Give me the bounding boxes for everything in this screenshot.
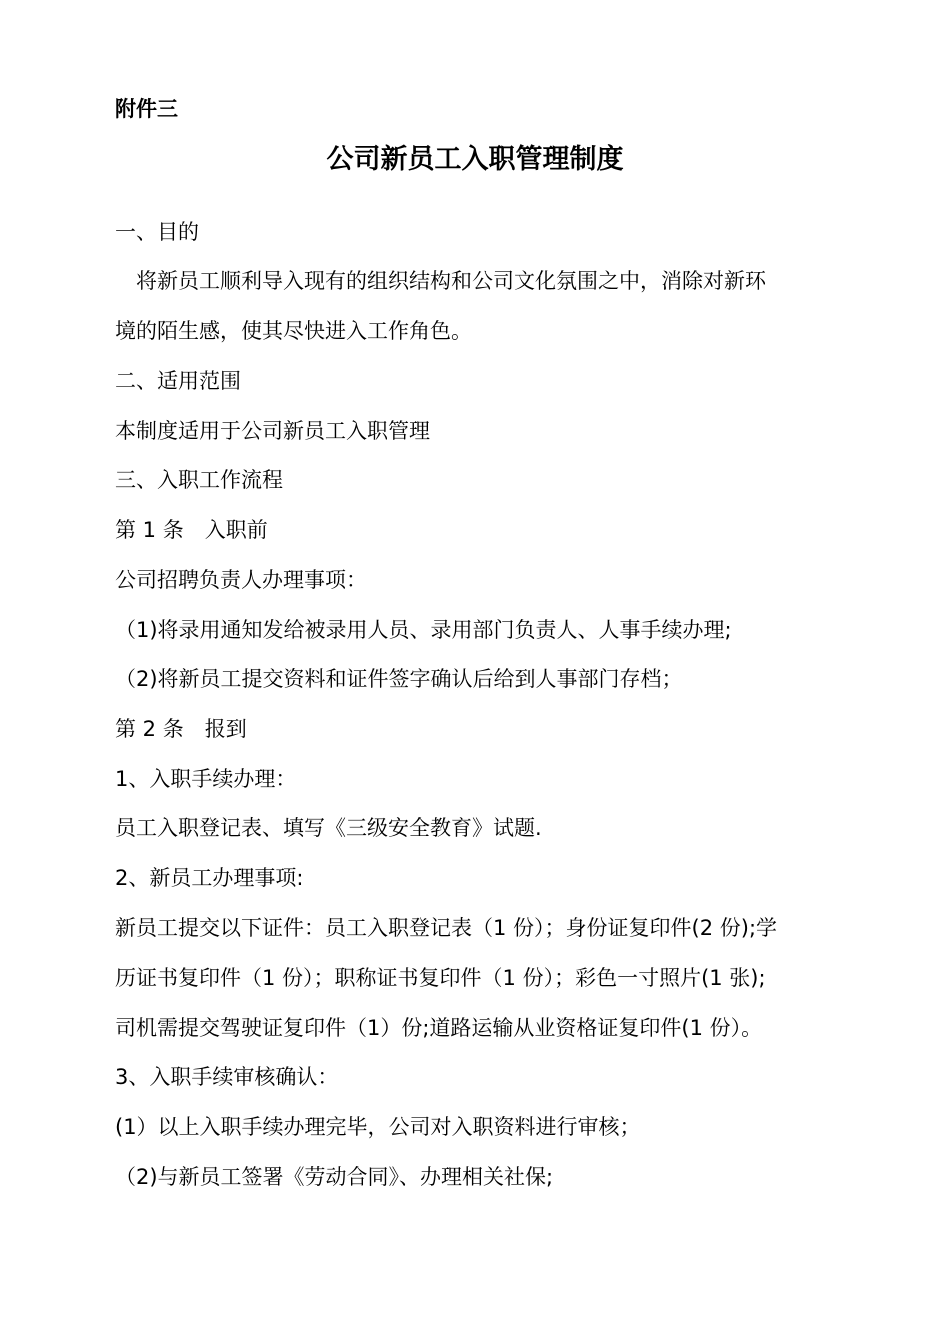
paragraph-line: 历证书复印件（1 份）；职称证书复印件（1 份）；彩色一寸照片(1 张); xyxy=(115,966,766,990)
document-title: 公司新员工入职管理制度 xyxy=(326,144,624,175)
section-heading-process: 三、入职工作流程 xyxy=(115,468,283,492)
paragraph-line: 将新员工顺利导入现有的组织结构和公司文化氛围之中，消除对新环 xyxy=(115,269,766,293)
paragraph-line: 公司招聘负责人办理事项： xyxy=(115,568,367,592)
paragraph-line: 本制度适用于公司新员工入职管理 xyxy=(115,419,430,443)
article-heading: 第 1 条 入职前 xyxy=(115,518,268,542)
section-heading-scope: 二、适用范围 xyxy=(115,369,241,393)
list-item: （2)将新员工提交资料和证件签字确认后给到人事部门存档； xyxy=(115,667,683,691)
attachment-label: 附件三 xyxy=(115,97,178,121)
subheading: 1、入职手续办理： xyxy=(115,767,297,791)
article-heading: 第 2 条 报到 xyxy=(115,717,247,741)
subheading: 2、新员工办理事项: xyxy=(115,866,304,890)
paragraph-line: 司机需提交驾驶证复印件（1）份;道路运输从业资格证复印件(1 份）。 xyxy=(115,1016,763,1040)
subheading: 3、入职手续审核确认： xyxy=(115,1065,339,1089)
paragraph-line: 境的陌生感，使其尽快进入工作角色。 xyxy=(115,319,472,343)
section-heading-purpose: 一、目的 xyxy=(115,220,199,244)
list-item: （1)将录用通知发给被录用人员、录用部门负责人、人事手续办理; xyxy=(115,618,732,642)
paragraph-line: 新员工提交以下证件：员工入职登记表（1 份）；身份证复印件(2 份);学 xyxy=(115,916,778,940)
paragraph-line: 员工入职登记表、填写《三级安全教育》试题. xyxy=(115,816,542,840)
list-item: (1）以上入职手续办理完毕，公司对入职资料进行审核； xyxy=(115,1115,641,1139)
list-item: （2)与新员工签署《劳动合同》、办理相关社保; xyxy=(115,1165,554,1189)
